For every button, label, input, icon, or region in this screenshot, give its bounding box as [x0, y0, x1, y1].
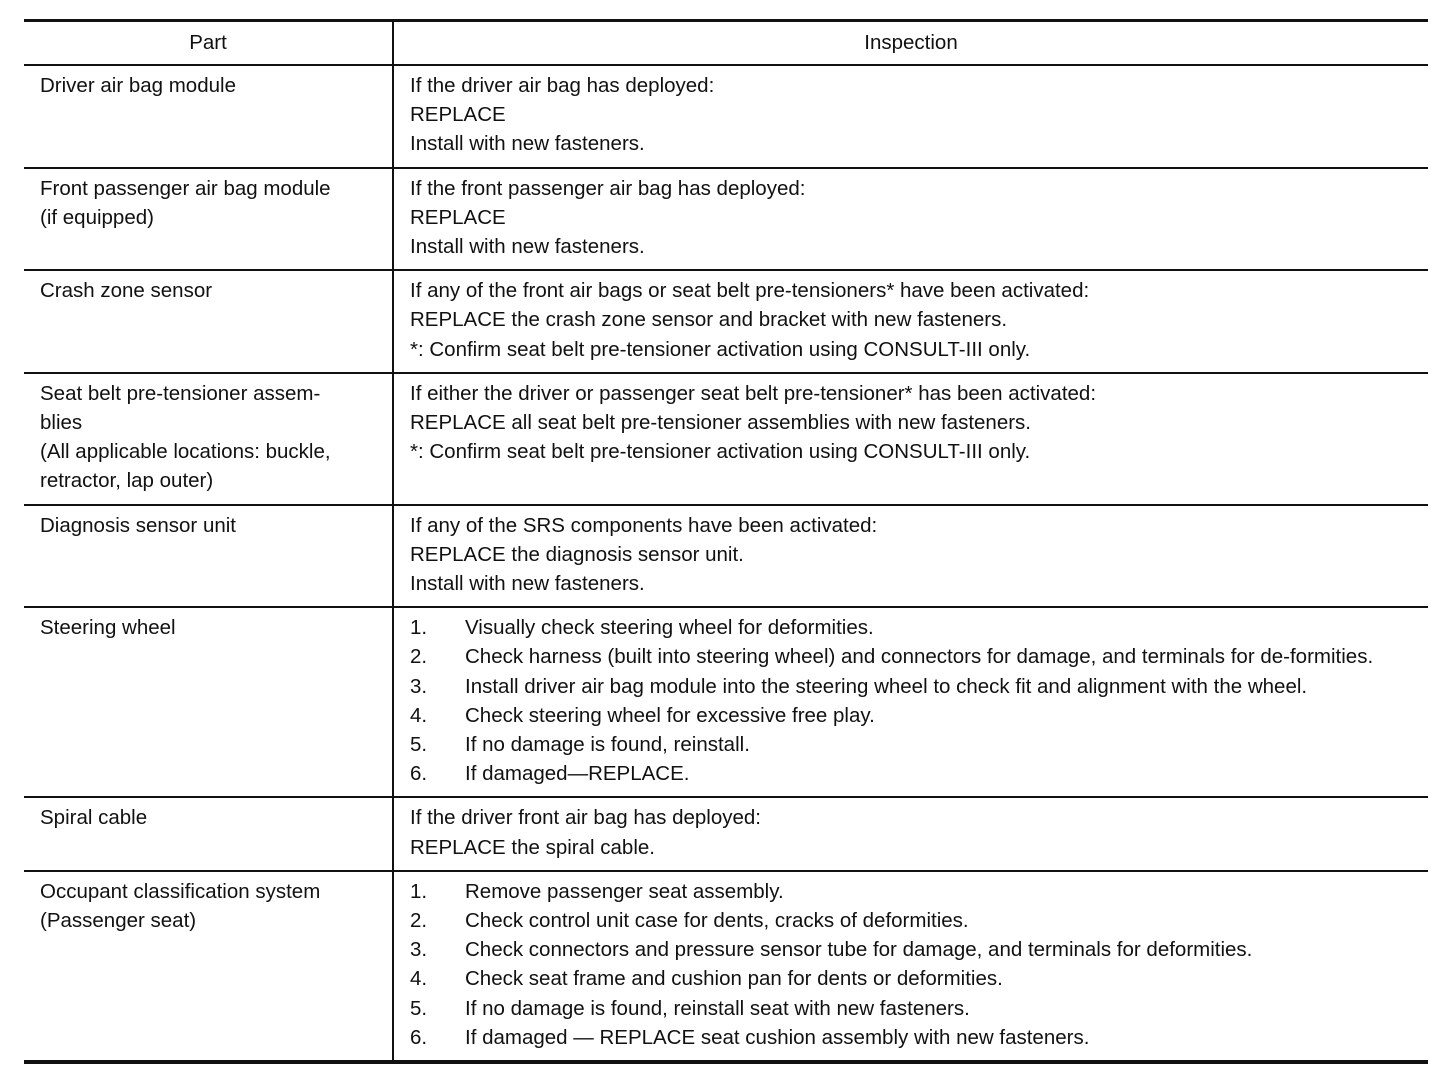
step-text: Remove passenger seat assembly. — [465, 879, 784, 903]
part-text: (Passenger seat) — [40, 909, 197, 933]
inspection-step — [410, 730, 1420, 759]
inspection-step — [410, 759, 1420, 788]
inspection-step — [410, 701, 1420, 730]
step-number: 3. — [410, 674, 428, 698]
step-number: 6. — [410, 1025, 428, 1049]
step-number: 4. — [410, 703, 428, 727]
step-number: 5. — [410, 996, 428, 1020]
inspection-text: If either the driver or passenger seat belt pre-tensioner* has been activated: — [410, 381, 1097, 405]
step-number: 1. — [410, 616, 428, 640]
inspection-text: REPLACE all seat belt pre-tensioner assemblies with new fasteners. — [410, 411, 1031, 435]
inspection-cell — [393, 65, 1428, 168]
inspection-step — [410, 994, 1420, 1023]
inspection-cell — [393, 505, 1428, 608]
table-row — [24, 373, 1428, 505]
inspection-text: *: Confirm seat belt pre-tensioner activation using CONSULT-III only. — [410, 337, 1031, 361]
part-text: Front passenger air bag module — [40, 176, 331, 200]
step-text: If damaged—REPLACE. — [465, 762, 690, 786]
step-text: Check seat frame and cushion pan for dents or deformities. — [465, 967, 1003, 991]
inspection-text: Install with new fasteners. — [410, 132, 645, 156]
inspection-cell — [393, 797, 1428, 870]
inspection-text: If the driver front air bag has deployed: — [410, 806, 761, 830]
part-cell — [24, 607, 393, 797]
part-text: Steering wheel — [40, 616, 176, 640]
inspection-text: If the driver air bag has deployed: — [410, 74, 715, 97]
inspection-text: If the front passenger air bag has deployed: — [410, 176, 806, 200]
inspection-table — [24, 19, 1428, 1064]
table-row — [24, 797, 1428, 870]
step-number: 2. — [410, 645, 428, 669]
part-cell — [24, 373, 393, 505]
table-row — [24, 65, 1428, 168]
table-row — [24, 505, 1428, 608]
inspection-cell — [393, 871, 1428, 1062]
table-row — [24, 270, 1428, 373]
part-text: Driver air bag module — [40, 74, 236, 97]
part-text: Crash zone sensor — [40, 279, 213, 303]
inspection-cell — [393, 607, 1428, 797]
step-number: 3. — [410, 938, 428, 962]
inspection-cell — [393, 168, 1428, 271]
part-text: Spiral cable — [40, 806, 148, 830]
step-text: Check connectors and pressure sensor tube for damage, and terminals for deformities. — [465, 938, 1253, 962]
step-number: 4. — [410, 967, 428, 991]
part-cell — [24, 65, 393, 168]
part-text: Occupant classification system — [40, 879, 321, 903]
part-text: Diagnosis sensor unit — [40, 513, 236, 537]
part-text: Seat belt pre-tensioner assem- — [40, 381, 321, 405]
inspection-text: *: Confirm seat belt pre-tensioner activation using CONSULT-III only. — [410, 440, 1031, 464]
inspection-step — [410, 964, 1420, 993]
inspection-text: REPLACE the crash zone sensor and bracket with new fasteners. — [410, 308, 1008, 332]
step-text: Check steering wheel for excessive free play. — [465, 703, 875, 727]
inspection-text: REPLACE the diagnosis sensor unit. — [410, 542, 744, 566]
part-cell — [24, 168, 393, 271]
step-text: Check harness (built into steering wheel) and connectors for damage, and terminals for de-formities. — [465, 645, 1374, 669]
step-number: 1. — [410, 879, 428, 903]
table-body — [24, 65, 1428, 1062]
part-text: (if equipped) — [40, 205, 154, 229]
part-cell — [24, 505, 393, 608]
inspection-step — [410, 935, 1420, 964]
table-row — [24, 168, 1428, 271]
header-row — [24, 21, 1428, 66]
part-text: blies — [40, 411, 83, 435]
inspection-text: If any of the front air bags or seat belt pre-tensioners* have been activated: — [410, 279, 1090, 303]
step-text: If no damage is found, reinstall. — [465, 733, 750, 757]
inspection-step — [410, 642, 1420, 671]
step-text: Visually check steering wheel for deformities. — [465, 616, 874, 640]
part-text: (All applicable locations: buckle, — [40, 440, 331, 464]
part-cell — [24, 871, 393, 1062]
step-text: If no damage is found, reinstall seat with new fasteners. — [465, 996, 970, 1020]
inspection-step — [410, 613, 1420, 642]
step-text: If damaged — REPLACE seat cushion assembly with new fasteners. — [465, 1025, 1090, 1049]
inspection-step — [410, 1023, 1420, 1052]
inspection-step — [410, 906, 1420, 935]
inspection-step — [410, 877, 1420, 906]
header-part: Part — [24, 21, 393, 66]
step-number: 2. — [410, 909, 428, 933]
inspection-text: If any of the SRS components have been activated: — [410, 513, 878, 537]
step-number: 5. — [410, 733, 428, 757]
inspection-text: Install with new fasteners. — [410, 235, 645, 259]
inspection-cell — [393, 373, 1428, 505]
step-number: 6. — [410, 762, 428, 786]
table-row — [24, 871, 1428, 1062]
part-cell — [24, 270, 393, 373]
inspection-text: REPLACE the spiral cable. — [410, 835, 655, 859]
table-row — [24, 607, 1428, 797]
inspection-text: Install with new fasteners. — [410, 572, 645, 596]
header-inspection: Inspection — [393, 21, 1428, 66]
inspection-text: REPLACE — [410, 205, 506, 229]
inspection-cell — [393, 270, 1428, 373]
part-cell — [24, 797, 393, 870]
inspection-text: REPLACE — [410, 103, 506, 127]
step-text: Install driver air bag module into the steering wheel to check fit and alignment with the wheel. — [465, 674, 1308, 698]
inspection-step — [410, 672, 1420, 701]
step-text: Check control unit case for dents, cracks of deformities. — [465, 909, 969, 933]
part-text: retractor, lap outer) — [40, 469, 214, 493]
